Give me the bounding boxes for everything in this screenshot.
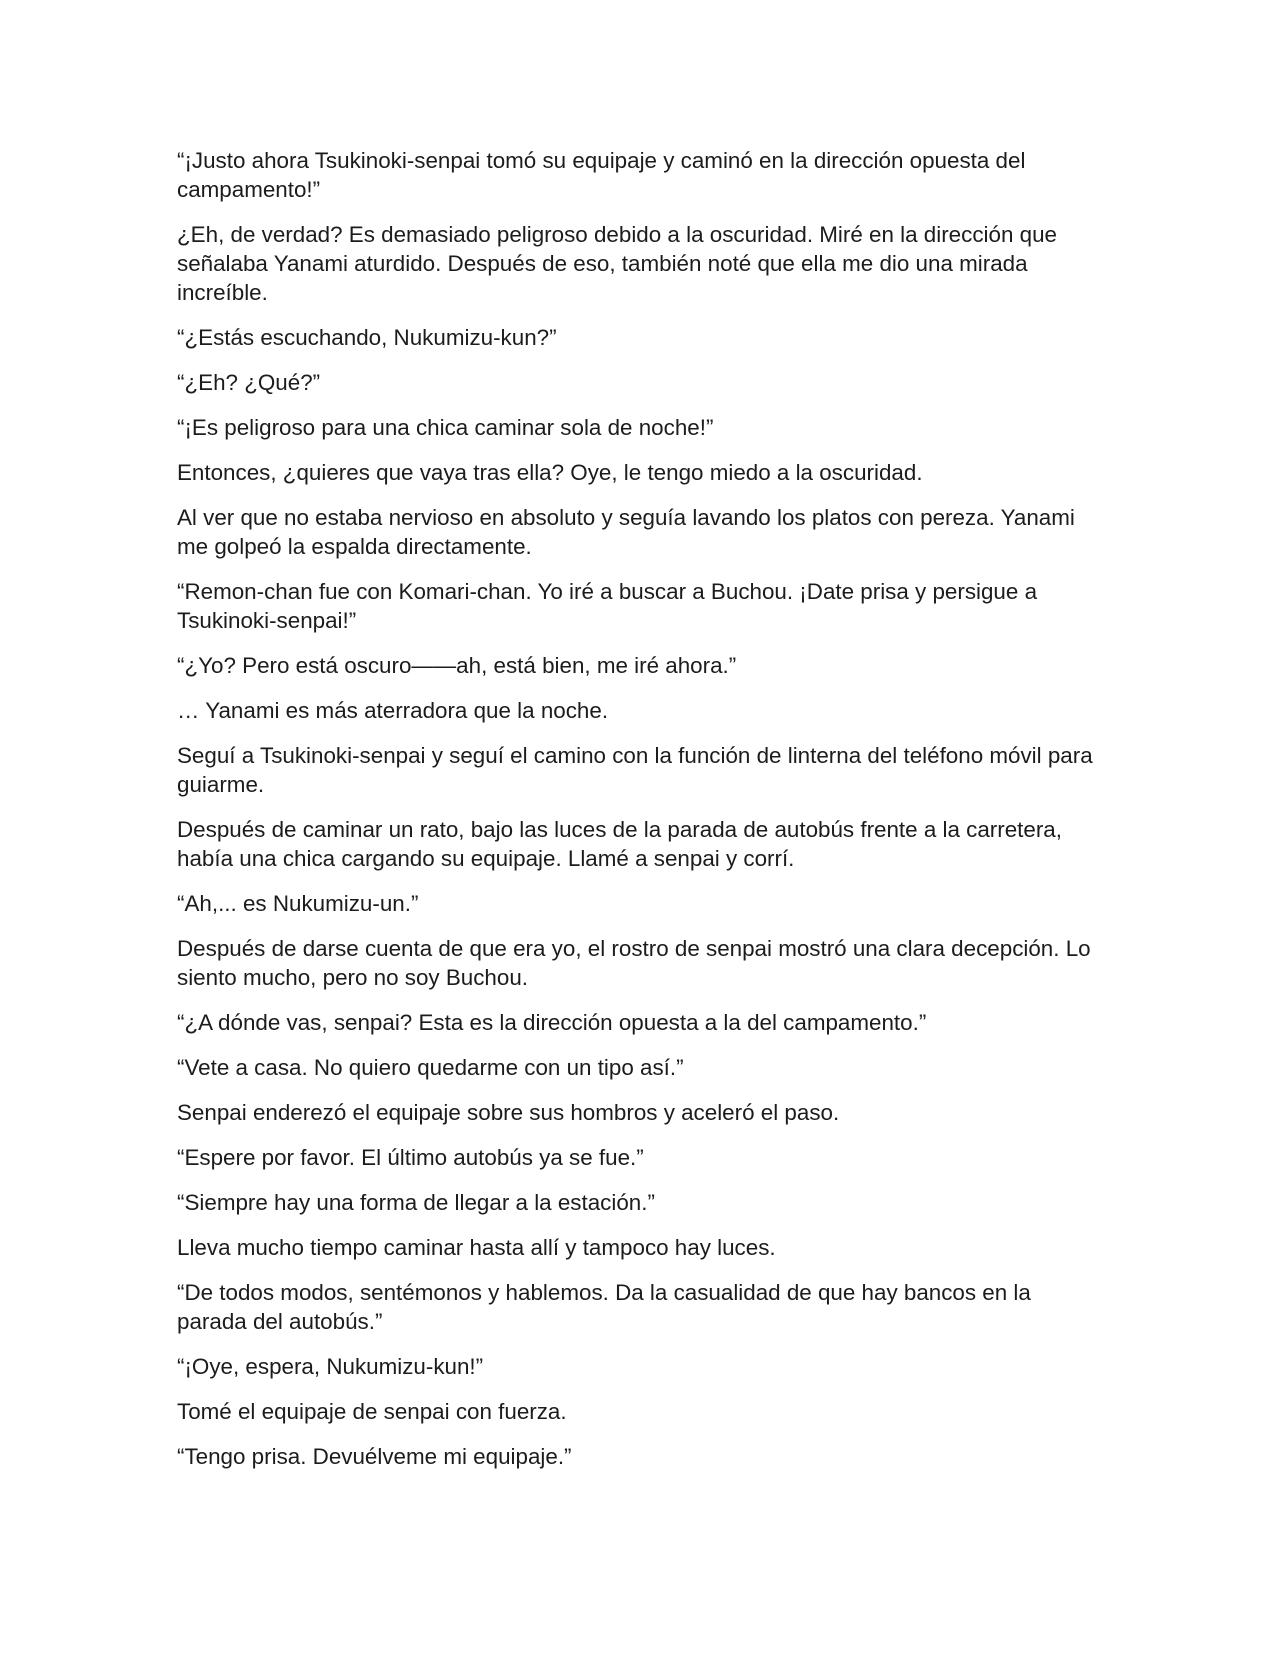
text-body: [177, 146, 1097, 1487]
paragraph: “¿A dónde vas, senpai? Esta es la dirección opuesta a la del campamento.”: [177, 1010, 927, 1035]
paragraph: Lleva mucho tiempo caminar hasta allí y tampoco hay luces.: [177, 1235, 776, 1260]
paragraph: “Tengo prisa. Devuélveme mi equipaje.”: [177, 1444, 572, 1469]
paragraph: “¿Estás escuchando, Nukumizu-kun?”: [177, 325, 557, 350]
paragraph: “Siempre hay una forma de llegar a la estación.”: [177, 1190, 655, 1215]
paragraph: “¡Justo ahora Tsukinoki-senpai tomó su equipaje y caminó en la dirección opuesta del campamento!”: [177, 148, 1032, 202]
paragraph: Entonces, ¿quieres que vaya tras ella? Oye, le tengo miedo a la oscuridad.: [177, 460, 923, 485]
paragraph: ¿Eh, de verdad? Es demasiado peligroso debido a la oscuridad. Miré en la dirección que señalaba Yanami aturdido. Después de eso, también noté que ella me dio una mirada increíble.: [177, 222, 1064, 305]
paragraph: Tomé el equipaje de senpai con fuerza.: [177, 1399, 567, 1424]
paragraph: “Vete a casa. No quiero quedarme con un tipo así.”: [177, 1055, 684, 1080]
paragraph: Después de caminar un rato, bajo las luces de la parada de autobús frente a la carretera, había una chica cargando su equipaje. Llamé a senpai y corrí.: [177, 817, 1069, 871]
paragraph: “De todos modos, sentémonos y hablemos. Da la casualidad de que hay bancos en la parada del autobús.”: [177, 1280, 1038, 1334]
paragraph: Senpai enderezó el equipaje sobre sus hombros y aceleró el paso.: [177, 1100, 840, 1125]
paragraph: “Espere por favor. El último autobús ya se fue.”: [177, 1145, 644, 1170]
paragraph: “¿Yo? Pero está oscuro——ah, está bien, me iré ahora.”: [177, 653, 737, 678]
paragraph: Al ver que no estaba nervioso en absoluto y seguía lavando los platos con pereza. Yanami me golpeó la espalda directamente.: [177, 505, 1082, 559]
paragraph: Seguí a Tsukinoki-senpai y seguí el camino con la función de linterna del teléfono móvil para guiarme.: [177, 743, 1099, 797]
paragraph: … Yanami es más aterradora que la noche.: [177, 698, 609, 723]
paragraph: “¿Eh? ¿Qué?”: [177, 370, 321, 395]
paragraph: “¡Es peligroso para una chica caminar sola de noche!”: [177, 415, 714, 440]
paragraph: “¡Oye, espera, Nukumizu-kun!”: [177, 1354, 484, 1379]
paragraph: “Remon-chan fue con Komari-chan. Yo iré a buscar a Buchou. ¡Date prisa y persigue a Tsukinoki-senpai!”: [177, 579, 1043, 633]
paragraph: Después de darse cuenta de que era yo, el rostro de senpai mostró una clara decepción. Lo siento mucho, pero no soy Buchou.: [177, 936, 1097, 990]
paragraph: “Ah,... es Nukumizu-un.”: [177, 891, 419, 916]
